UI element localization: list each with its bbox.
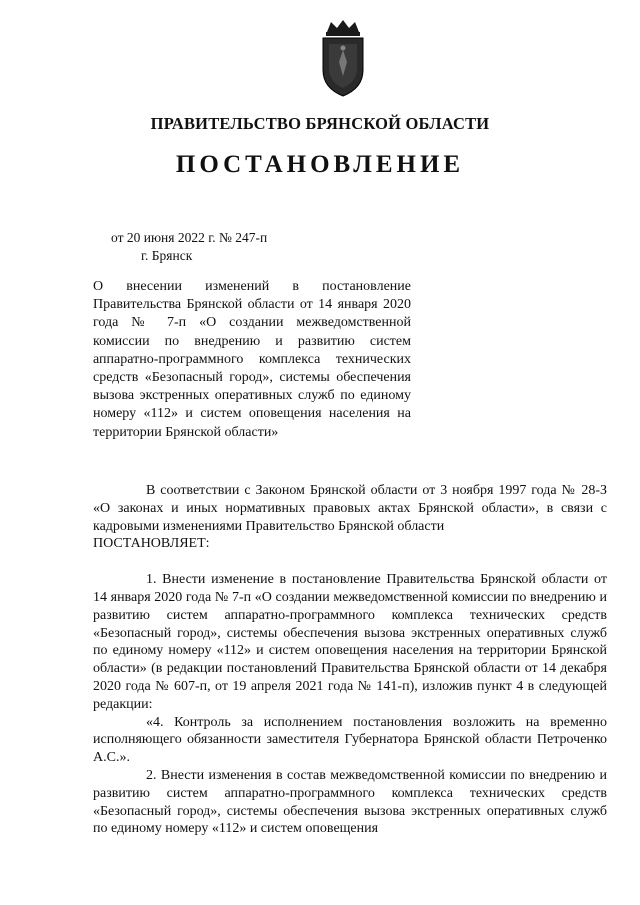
organization-title: ПРАВИТЕЛЬСТВО БРЯНСКОЙ ОБЛАСТИ [150, 114, 490, 133]
item-1-paragraph: 1. Внести изменение в постановление Правительства Брянской области от 14 января 2020 года № 7-п «О создании межведомственной комиссии по внедрению и развитию систем аппаратно-программного комплекса технических средств «Безопасный город», системы обеспечения вызова экстренных оперативных служб по единому номеру «112» и систем оповещения населения на территории Брянской области» (в редакции постановлений Правительства Брянской области от 14 декабря 2020 года № 607-п, от 19 апреля 2021 года № 141-п), изложив пункт 4 в следующей редакции: [93, 572, 607, 712]
subject-text: О внесении изменений в постановление Правительства Брянской области от 14 января 2020 года № 7-п «О создании межведомственной комиссии по внедрению и развитию систем аппаратно-программного комплекса технических средств «Безопасный город», системы обеспечения вызова экстренных оперативных служб по единому номеру «112» и систем оповещения населения на территории Брянской области» [93, 279, 411, 440]
document-body [93, 482, 607, 838]
document-city: г. Брянск [141, 248, 193, 263]
document-date-number: от 20 июня 2022 г. № 247-п [111, 230, 268, 245]
resolves-heading: ПОСТАНОВЛЯЕТ: [93, 536, 210, 552]
coat-of-arms-icon [313, 18, 373, 100]
preamble-paragraph: В соответствии с Законом Брянской области от 3 ноября 1997 года № 28-З «О законах и иных нормативных правовых актах Брянской области», в связи с кадровыми изменениями Правительство Брянской области [93, 483, 607, 534]
document-subject [93, 278, 411, 442]
item-2-paragraph: 2. Внести изменения в состав межведомственной комиссии по внедрению и развитию систем аппаратно-программного комплекса технических средств «Безопасный город», системы обеспечения вызова экстренных оперативных служб по единому номеру «112» и систем оповещения [93, 767, 607, 837]
document-type-title: ПОСТАНОВЛЕНИЕ [175, 151, 465, 178]
item-1-quote-paragraph: «4. Контроль за исполнением постановления возложить на временно исполняющего обязанности заместителя Губернатора Брянской области Петроченко А.С.». [93, 714, 607, 766]
